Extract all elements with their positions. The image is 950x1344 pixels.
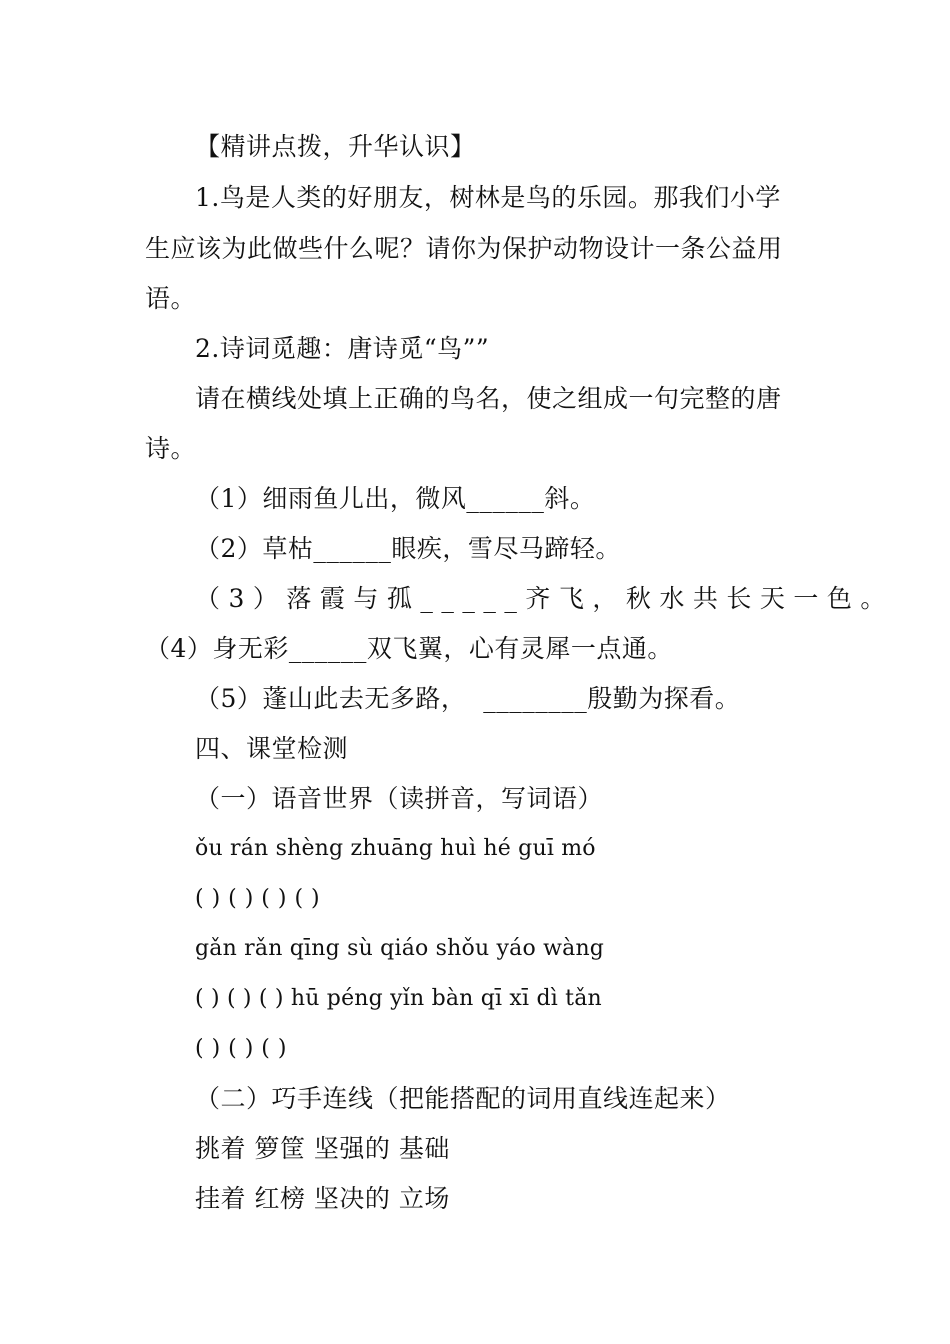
poem-item-1: （1）细雨鱼儿出，微风______斜。	[195, 484, 596, 513]
poem-item-3: （3）落霞与孤_____齐飞，秋水共长天一色。	[195, 584, 894, 613]
poem-item-4: （4）身无彩______双飞翼，心有灵犀一点通。	[145, 634, 673, 663]
subsection-1-heading: （一）语音世界（读拼音，写词语）	[195, 784, 604, 813]
poem-item-5: （5）蓬山此去无多路， ________殷勤为探看。	[195, 684, 741, 713]
poem-item-2: （2）草枯______眼疾，雪尽马蹄轻。	[195, 534, 621, 563]
pinyin-row-1: ǒu rán shèng zhuāng huì hé guī mó	[195, 836, 596, 861]
question-2-instruction-line-2: 诗。	[145, 434, 197, 463]
answer-parens-row-3: ( ) ( ) ( )	[195, 1036, 287, 1061]
question-2-title: 2.诗词觅趣：唐诗觅“鸟””	[195, 334, 490, 363]
part-4-heading: 四、课堂检测	[195, 734, 349, 763]
matching-row-1: 挑着 箩筐 坚强的 基础	[195, 1134, 450, 1163]
question-1-line-1: 1.鸟是人类的好朋友，树林是鸟的乐园。那我们小学	[195, 183, 781, 212]
answer-parens-row-2: ( ) ( ) ( ) hū péng yǐn bàn qī xī dì tǎn	[195, 986, 602, 1011]
pinyin-row-2: gǎn rǎn qīng sù qiáo shǒu yáo wàng	[195, 936, 605, 961]
question-2-instruction-line-1: 请在横线处填上正确的鸟名，使之组成一句完整的唐	[195, 384, 782, 413]
matching-row-2: 挂着 红榜 坚决的 立场	[195, 1184, 450, 1213]
subsection-2-heading: （二）巧手连线（把能搭配的词用直线连起来）	[195, 1084, 731, 1113]
question-1-line-2: 生应该为此做些什么呢？请你为保护动物设计一条公益用	[145, 234, 783, 263]
section-heading: 【精讲点拨，升华认识】	[195, 132, 476, 161]
question-1-line-3: 语。	[145, 284, 197, 313]
answer-parens-row-1: ( ) ( ) ( ) ( )	[195, 886, 321, 911]
